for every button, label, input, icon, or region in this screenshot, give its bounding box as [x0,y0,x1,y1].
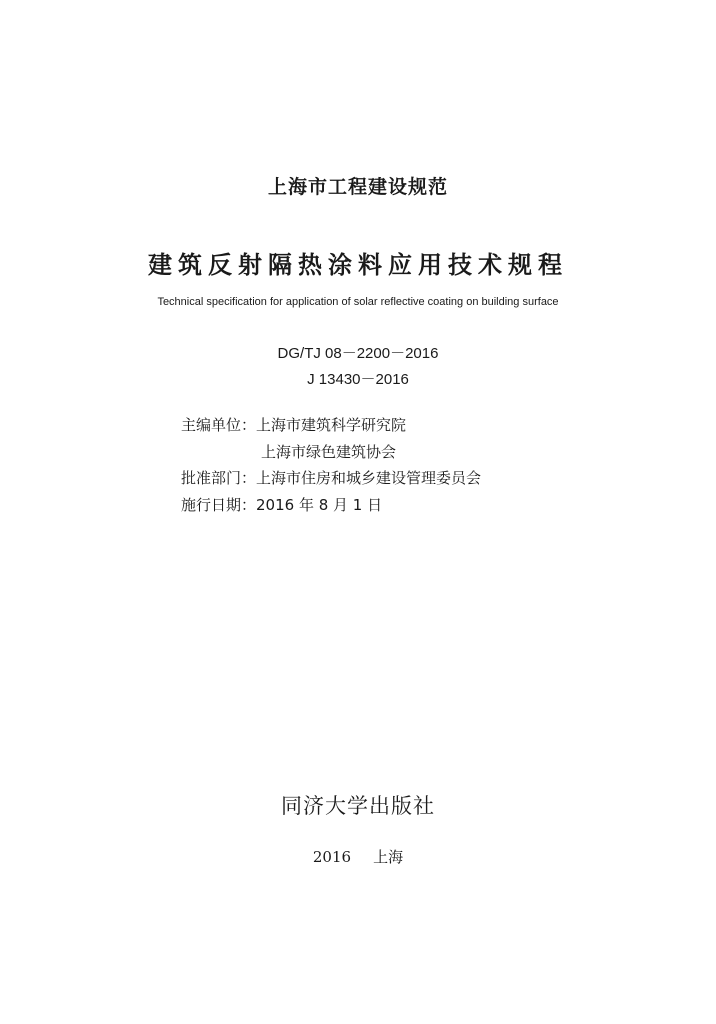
editor-row-2 [181,439,481,466]
editor-label: 主编单位： [181,416,257,434]
editor-organization-2: 上海市绿色建筑协会 [261,442,397,461]
standard-code-j: J 13430－2016 [307,371,409,388]
effective-date-value: 2016 年 8 月 1 日 [256,495,383,514]
approver-organization: 上海市住房和城乡建设管理委员会 [256,469,482,487]
publication-place-year [0,846,716,867]
standard-code-dg: DG/TJ 08－2200－2016 [277,345,439,362]
publisher-name: 同济大学出版社 [281,794,435,818]
approver-label: 批准部门： [181,469,257,487]
approver-row [181,465,481,492]
effective-date-row [181,492,481,519]
publication-info-block [181,412,481,518]
editor-row [181,412,481,439]
document-title-english: Technical specification for application of solar reflective coating on building surface [157,296,559,308]
editor-organization-1: 上海市建筑科学研究院 [256,416,407,434]
document-title-chinese: 建筑反射隔热涂料应用技术规程 [148,251,568,279]
publication-year: 2016 [312,848,352,866]
standard-series-title: 上海市工程建设规范 [267,176,448,198]
effective-date-label: 施行日期： [181,495,257,514]
publication-city: 上海 [373,848,404,866]
